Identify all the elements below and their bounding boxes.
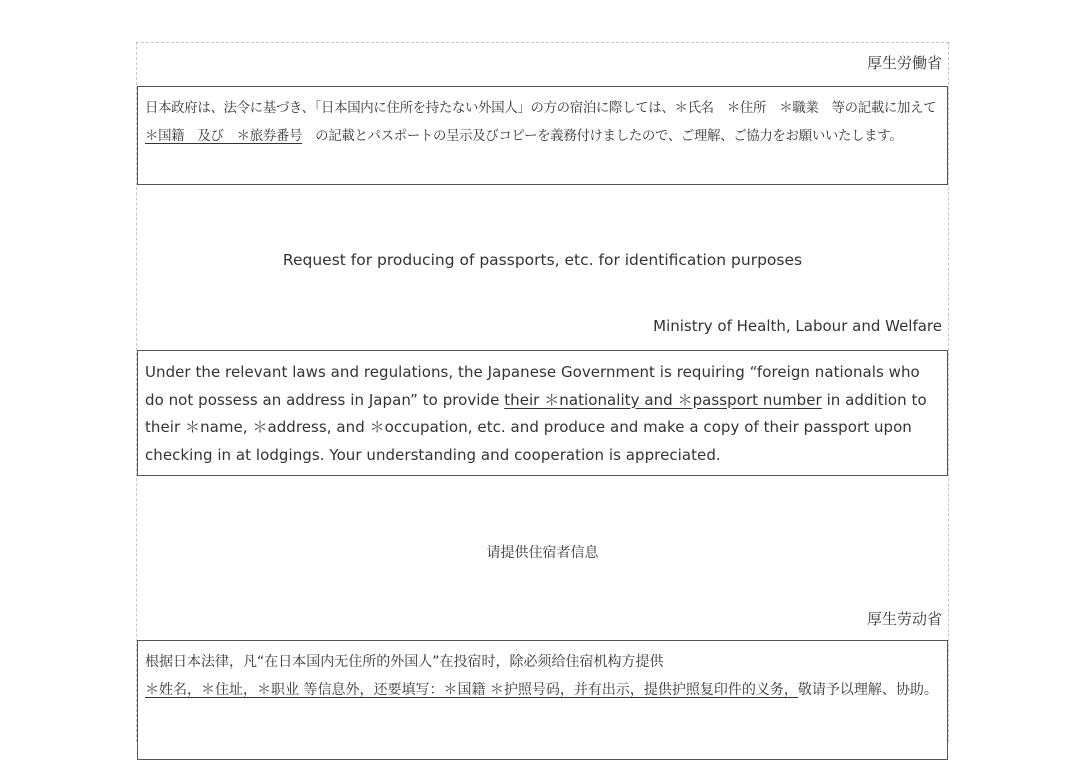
english-text-underlined: their ＊nationality and ＊passport number bbox=[504, 390, 822, 409]
ministry-name-chinese: 厚生劳动省 bbox=[866, 610, 942, 628]
japanese-notice-box bbox=[137, 86, 948, 185]
english-text-post: in addition to their ＊name, ＊address, and ＊occupation, etc. and produce and make a copy of their passport upon checking in at lodgings. Your understanding and cooperation is appreciated. bbox=[145, 390, 927, 464]
chinese-text-underlined: ＊姓名，＊住址，＊职业 等信息外，还要填写：＊国籍 ＊护照号码，并有出示，提供护照复印件的义务， bbox=[145, 681, 798, 698]
ministry-name-english: Ministry of Health, Labour and Welfare bbox=[653, 317, 942, 335]
chinese-notice-box bbox=[137, 640, 948, 760]
japanese-text-pre: 日本政府は、法令に基づき、「日本国内に住所を持たない外国人」の方の宿泊に際しては、＊氏名 ＊住所 ＊職業 等の記載に加えて bbox=[145, 101, 937, 116]
ministry-name-japanese: 厚生労働省 bbox=[866, 54, 942, 72]
english-notice-box bbox=[137, 350, 948, 476]
notice-page bbox=[136, 42, 949, 742]
chinese-heading: 请提供住宿者信息 bbox=[486, 545, 599, 561]
chinese-text-post: 敬请予以理解、协助。 bbox=[797, 681, 938, 698]
japanese-text-underlined: ＊国籍 及び ＊旅券番号 bbox=[145, 128, 303, 144]
english-heading: Request for producing of passports, etc. for identification purposes bbox=[282, 251, 803, 269]
japanese-text-post: の記載とパスポートの呈示及びコピーを義務付けましたので、ご理解、ご協力をお願いいたします。 bbox=[302, 128, 903, 144]
english-text-pre: Under the relevant laws and regulations, the Japanese Government is requiring “foreign nationals who do not possess an address in Japan” to provide bbox=[145, 363, 920, 409]
chinese-text-line1: 根据日本法律，凡“在日本国内无住所的外国人”在投宿时，除必须给住宿机构方提供 bbox=[145, 654, 664, 670]
